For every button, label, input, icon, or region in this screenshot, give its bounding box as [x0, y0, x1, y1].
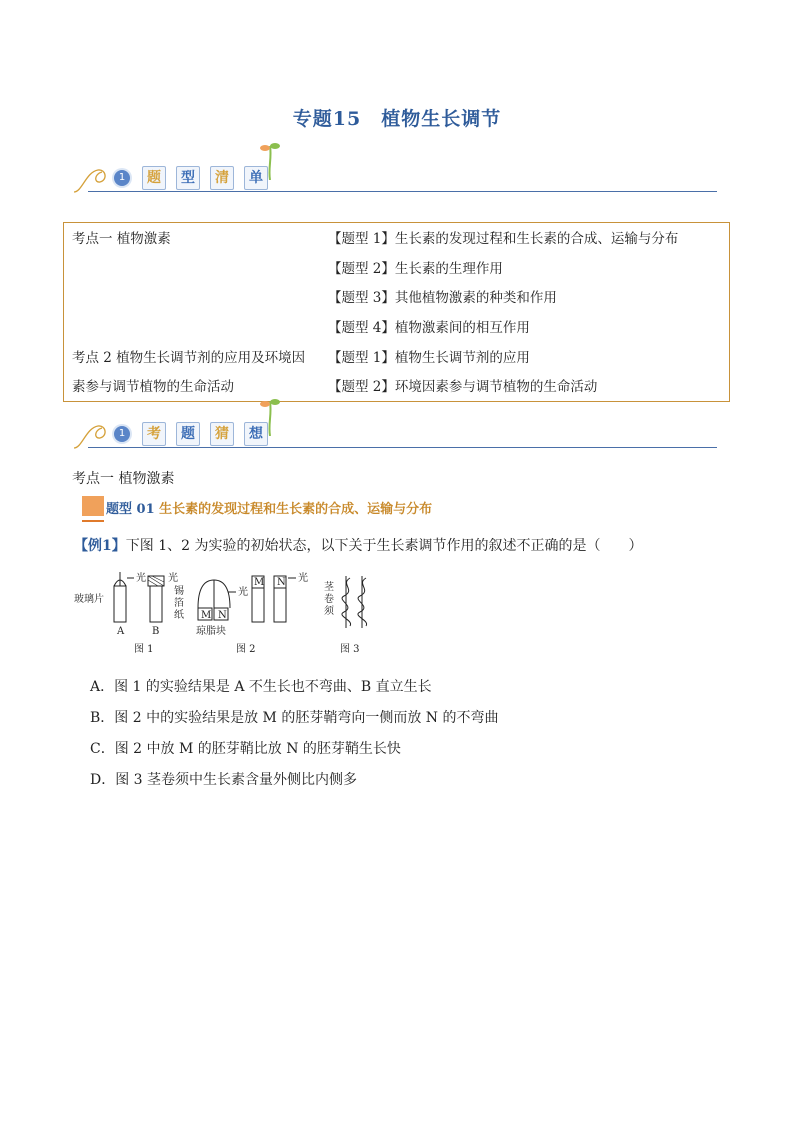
block-n-label: N	[277, 577, 286, 588]
figure-3-caption: 图 3	[340, 644, 360, 655]
sprout-icon	[260, 140, 280, 180]
label-b: B	[152, 626, 160, 637]
banner-char: 题	[176, 422, 200, 446]
table-right-cell: 【题型 2】生长素的生理作用	[328, 261, 503, 277]
section-heading: 考点一 植物激素	[72, 471, 175, 487]
section-banner-question-types	[72, 150, 717, 200]
figure-2	[196, 571, 308, 655]
tendril-label: 卷	[324, 594, 334, 605]
light-label: 光	[168, 573, 178, 584]
banner-char: 清	[210, 166, 234, 190]
agar-label: 琼脂块	[196, 626, 226, 637]
table-left-cell: 素参与调节植物的生命活动	[72, 379, 234, 395]
table-left-cell: 考点 2 植物生长调节剂的应用及环境因	[72, 350, 306, 366]
block-m-label: M	[201, 610, 212, 621]
tendril-label: 茎	[324, 582, 334, 593]
page-title: 专题15 植物生长调节	[292, 108, 502, 130]
tin-foil-label: 锡	[174, 586, 184, 597]
banner-char: 想	[244, 422, 268, 446]
light-label: 光	[298, 573, 308, 584]
figure-2-caption: 图 2	[236, 644, 256, 655]
question-type-marker	[82, 496, 104, 516]
banner-char: 单	[244, 166, 268, 190]
question-type-header	[82, 496, 442, 524]
sprout-icon	[260, 396, 280, 436]
question-type-text: 生长素的发现过程和生长素的合成、运输与分布	[159, 502, 433, 517]
block-m-label: M	[254, 577, 265, 588]
block-n-label: N	[218, 610, 227, 621]
figure-1	[74, 571, 184, 655]
option-c: C．图 2 中放 M 的胚芽鞘比放 N 的胚芽鞘生长快	[90, 741, 401, 757]
example-question	[74, 535, 642, 555]
banner-char: 猜	[210, 422, 234, 446]
example-text: 下图 1、2 为实验的初始状态，以下关于生长素调节作用的叙述不正确的是（ ）	[125, 538, 643, 554]
table-right-cell: 【题型 1】植物生长调节剂的应用	[328, 350, 530, 366]
tin-foil-label: 纸	[174, 610, 184, 621]
banner-char: 型	[176, 166, 200, 190]
question-type-prefix: 题型 01	[106, 502, 155, 517]
banner-underline	[88, 191, 717, 192]
table-right-cell: 【题型 2】环境因素参与调节植物的生命活动	[328, 379, 598, 395]
question-type-label	[106, 498, 432, 517]
table-right-cell: 【题型 1】生长素的发现过程和生长素的合成、运输与分布	[328, 231, 679, 247]
light-label: 光	[238, 587, 248, 598]
figure-1-caption: 图 1	[134, 644, 154, 655]
example-tag: 【例1】	[74, 538, 126, 554]
label-a: A	[117, 626, 125, 637]
figure-3	[324, 576, 367, 655]
tin-foil-label: 箔	[174, 598, 184, 609]
banner-underline	[88, 447, 717, 448]
section-banner-predictions	[72, 406, 717, 456]
banner-char: 题	[142, 166, 166, 190]
option-a: A．图 1 的实验结果是 A 不生长也不弯曲、B 直立生长	[90, 679, 432, 695]
table-left-cell: 考点一 植物激素	[72, 231, 171, 247]
experiment-figure	[74, 568, 374, 660]
option-b: B．图 2 中的实验结果是放 M 的胚芽鞘弯向一侧而放 N 的不弯曲	[90, 710, 499, 726]
banner-number-badge: 1	[114, 170, 130, 186]
question-type-underline	[82, 520, 104, 522]
option-d: D．图 3 茎卷须中生长素含量外侧比内侧多	[90, 772, 358, 788]
banner-number-badge: 1	[114, 426, 130, 442]
light-label: 光	[136, 573, 146, 584]
glass-plate-label: 玻璃片	[74, 594, 104, 605]
question-type-table	[63, 222, 730, 402]
banner-char: 考	[142, 422, 166, 446]
tendril-label: 须	[324, 606, 334, 617]
table-right-cell: 【题型 3】其他植物激素的种类和作用	[328, 290, 557, 306]
table-right-cell: 【题型 4】植物激素间的相互作用	[328, 320, 530, 336]
